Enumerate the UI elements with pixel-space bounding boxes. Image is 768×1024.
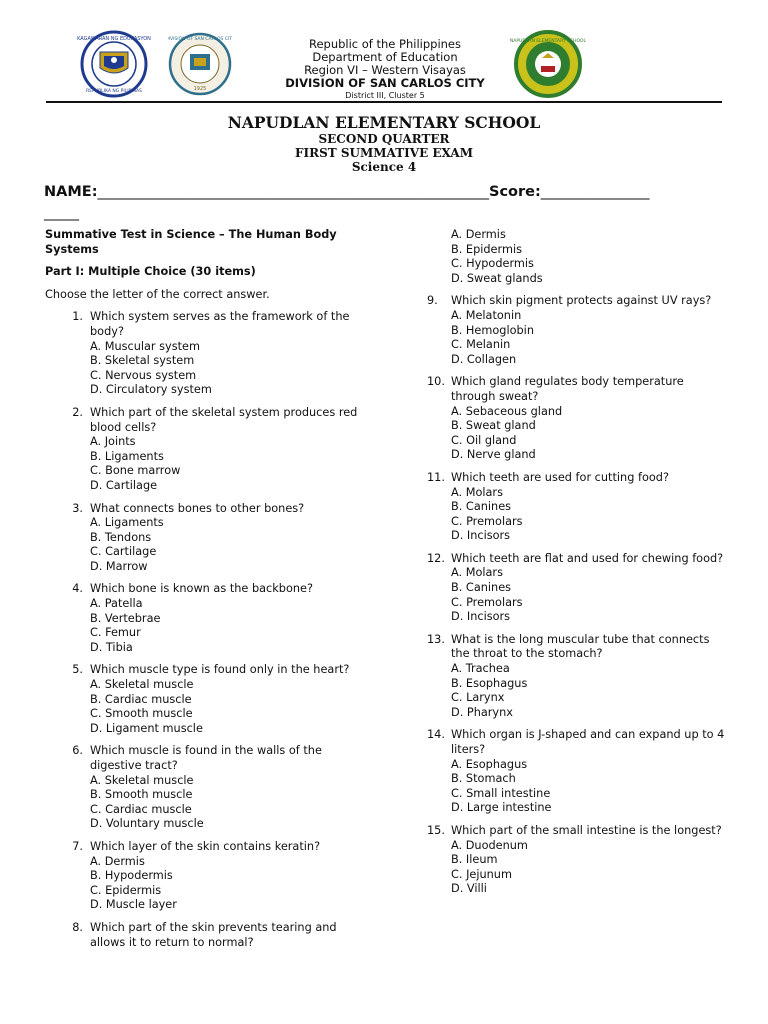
answer-option: C. Oil gland bbox=[451, 433, 517, 447]
answer-option: C. Cardiac muscle bbox=[90, 802, 192, 816]
subject-title: Science 4 bbox=[351, 160, 417, 174]
answer-option: A. Melatonin bbox=[451, 308, 522, 322]
answer-option: B. Hypodermis bbox=[90, 869, 173, 883]
question-8-options bbox=[427, 228, 727, 286]
deped-seal-logo bbox=[70, 30, 158, 102]
right-column bbox=[427, 228, 727, 905]
answer-option: D. Collagen bbox=[451, 352, 517, 366]
question-stem bbox=[427, 552, 727, 567]
answer-option: B. Stomach bbox=[451, 772, 516, 786]
name-label: NAME: bbox=[44, 184, 98, 200]
svg-text:DIVISION OF SAN CARLOS CITY: DIVISION OF SAN CARLOS CITY bbox=[168, 37, 232, 42]
answer-option: A. Joints bbox=[90, 435, 136, 449]
question-text: Which part of the small intestine is the longest? bbox=[451, 823, 722, 837]
department-line: Department of Education bbox=[312, 50, 458, 64]
part-title: Part I: Multiple Choice (30 items) bbox=[45, 265, 256, 279]
question-stem bbox=[45, 310, 365, 339]
quarter-title: SECOND QUARTER bbox=[318, 132, 450, 146]
left-column bbox=[45, 228, 365, 958]
answer-option: B. Canines bbox=[451, 500, 512, 514]
question-number: 4. bbox=[72, 582, 83, 596]
question-item bbox=[45, 310, 365, 398]
question-item bbox=[427, 375, 727, 463]
answer-option: C. Smooth muscle bbox=[90, 707, 193, 721]
school-seal-logo bbox=[508, 30, 588, 102]
answer-option: A. Sebaceous gland bbox=[451, 404, 563, 418]
answer-option: D. Incisors bbox=[451, 610, 511, 624]
header-divider bbox=[46, 101, 722, 103]
answer-option: A. Skeletal muscle bbox=[90, 773, 194, 787]
answer-option: D. Villi bbox=[451, 882, 487, 896]
question-stem bbox=[427, 471, 727, 486]
answer-option: A. Muscular system bbox=[90, 339, 201, 353]
answer-option: D. Large intestine bbox=[451, 801, 552, 815]
answer-option: D. Tibia bbox=[90, 640, 133, 654]
question-item bbox=[427, 824, 727, 897]
question-number: 13. bbox=[427, 632, 445, 646]
name-blank-continuation: _____ bbox=[44, 205, 79, 221]
answer-option: A. Molars bbox=[451, 566, 503, 580]
answer-option: A. Duodenum bbox=[451, 838, 528, 852]
region-line: Region VI – Western Visayas bbox=[304, 63, 466, 77]
question-item bbox=[45, 663, 365, 736]
answer-option: D. Nerve gland bbox=[451, 448, 536, 462]
division-seal-logo bbox=[168, 30, 232, 102]
answer-option: A. Dermis bbox=[90, 854, 145, 868]
answer-option: A. Trachea bbox=[451, 662, 510, 676]
question-stem bbox=[427, 375, 727, 404]
question-number: 8. bbox=[72, 920, 83, 934]
score-label: Score: bbox=[489, 184, 541, 200]
question-stem bbox=[427, 294, 727, 309]
option: A. Dermis bbox=[451, 228, 506, 241]
answer-option: C. Premolars bbox=[451, 595, 523, 609]
option: C. Hypodermis bbox=[451, 257, 534, 271]
answer-option: C. Larynx bbox=[451, 691, 505, 705]
question-text: Which layer of the skin contains keratin? bbox=[90, 839, 321, 853]
test-title: Summative Test in Science – The Human Body Systems bbox=[45, 228, 337, 256]
question-number: 7. bbox=[72, 839, 83, 853]
question-item bbox=[427, 552, 727, 625]
question-stem bbox=[427, 728, 727, 757]
exam-titles bbox=[0, 114, 768, 174]
question-text: Which muscle is found in the walls of the digestive tract? bbox=[90, 744, 322, 772]
answer-option: B. Canines bbox=[451, 581, 512, 595]
question-text: What is the long muscular tube that connects the throat to the stomach? bbox=[451, 632, 710, 661]
question-item bbox=[45, 502, 365, 575]
answer-option: D. Pharynx bbox=[451, 705, 513, 719]
answer-option: B. Tendons bbox=[90, 530, 152, 544]
district-line: District III, Cluster 5 bbox=[345, 91, 425, 100]
question-number: 11. bbox=[427, 470, 445, 484]
answer-option: B. Smooth muscle bbox=[90, 788, 193, 802]
answer-option: D. Marrow bbox=[90, 559, 148, 573]
question-item bbox=[45, 406, 365, 494]
svg-text:KAGAWARAN NG EDUKASYON: KAGAWARAN NG EDUKASYON bbox=[77, 36, 151, 42]
answer-option: C. Cartilage bbox=[90, 545, 157, 559]
name-blank[interactable]: ______________________________________________________ bbox=[97, 184, 489, 200]
answer-option: C. Melanin bbox=[451, 338, 511, 352]
answer-option: A. Molars bbox=[451, 485, 503, 499]
question-item bbox=[427, 294, 727, 367]
answer-option: B. Sweat gland bbox=[451, 419, 536, 433]
question-stem bbox=[45, 502, 365, 517]
answer-option: B. Vertebrae bbox=[90, 611, 161, 625]
answer-option: C. Jejunum bbox=[451, 867, 512, 881]
svg-text:REPUBLIKA NG PILIPINAS: REPUBLIKA NG PILIPINAS bbox=[86, 89, 142, 94]
question-item bbox=[45, 921, 365, 950]
question-text: Which skin pigment protects against UV rays? bbox=[451, 294, 712, 308]
name-score-line bbox=[44, 184, 650, 200]
question-number: 5. bbox=[72, 663, 83, 677]
answer-option: C. Bone marrow bbox=[90, 464, 181, 478]
question-stem bbox=[45, 744, 365, 773]
question-stem bbox=[427, 633, 727, 662]
question-stem bbox=[45, 663, 365, 678]
question-text: Which system serves as the framework of the body? bbox=[90, 310, 350, 338]
question-stem bbox=[45, 582, 365, 597]
question-text: What connects bones to other bones? bbox=[90, 501, 305, 515]
school-name: NAPUDLAN ELEMENTARY SCHOOL bbox=[227, 113, 541, 132]
instruction: Choose the letter of the correct answer. bbox=[45, 287, 270, 301]
answer-option: D. Incisors bbox=[451, 529, 511, 543]
answer-option: B. Ileum bbox=[451, 853, 498, 867]
question-number: 6. bbox=[72, 744, 83, 758]
svg-text:NAPUDLAN ELEMENTARY SCHOOL: NAPUDLAN ELEMENTARY SCHOOL bbox=[509, 39, 587, 44]
question-item bbox=[427, 471, 727, 544]
question-number: 10. bbox=[427, 375, 445, 389]
answer-option: C. Nervous system bbox=[90, 368, 197, 382]
option: B. Epidermis bbox=[451, 242, 522, 256]
question-item bbox=[45, 744, 365, 832]
question-text: Which part of the skin prevents tearing and allows it to return to normal? bbox=[90, 920, 337, 949]
question-text: Which muscle type is found only in the heart? bbox=[90, 663, 350, 677]
answer-option: C. Premolars bbox=[451, 514, 523, 528]
question-text: Which gland regulates body temperature through sweat? bbox=[451, 375, 684, 403]
question-number: 12. bbox=[427, 551, 445, 565]
answer-option: A. Esophagus bbox=[451, 757, 528, 771]
answer-option: B. Skeletal system bbox=[90, 354, 195, 368]
answer-option: C. Small intestine bbox=[451, 786, 551, 800]
score-blank[interactable]: _______________ bbox=[540, 184, 650, 200]
question-text: Which bone is known as the backbone? bbox=[90, 582, 313, 596]
letterhead bbox=[250, 38, 520, 102]
answer-option: D. Cartilage bbox=[90, 478, 158, 492]
question-list-right bbox=[427, 294, 727, 897]
answer-option: A. Patella bbox=[90, 597, 143, 611]
answer-option: B. Ligaments bbox=[90, 449, 164, 463]
question-number: 2. bbox=[72, 405, 83, 419]
answer-option: B. Esophagus bbox=[451, 676, 528, 690]
question-item bbox=[427, 633, 727, 721]
exam-title: FIRST SUMMATIVE EXAM bbox=[294, 146, 474, 160]
question-list-left bbox=[45, 310, 365, 950]
question-text: Which teeth are used for cutting food? bbox=[451, 470, 669, 484]
answer-option: A. Skeletal muscle bbox=[90, 678, 194, 692]
question-number: 9. bbox=[427, 294, 438, 308]
question-item bbox=[427, 728, 727, 816]
answer-option: C. Epidermis bbox=[90, 883, 162, 897]
answer-option: D. Muscle layer bbox=[90, 898, 177, 912]
division-line: DIVISION OF SAN CARLOS CITY bbox=[285, 76, 485, 90]
republic-line: Republic of the Philippines bbox=[308, 37, 462, 51]
question-text: Which teeth are flat and used for chewing food? bbox=[451, 551, 724, 565]
answer-option: D. Ligament muscle bbox=[90, 721, 203, 735]
answer-option: A. Ligaments bbox=[90, 516, 164, 530]
question-item bbox=[45, 582, 365, 655]
question-stem bbox=[427, 824, 727, 839]
answer-option: D. Circulatory system bbox=[90, 383, 212, 397]
answer-option: D. Voluntary muscle bbox=[90, 817, 204, 831]
question-text: Which organ is J-shaped and can expand up to 4 liters? bbox=[451, 728, 725, 756]
question-stem bbox=[45, 406, 365, 435]
question-number: 1. bbox=[72, 310, 83, 324]
option: D. Sweat glands bbox=[451, 271, 543, 285]
question-text: Which part of the skeletal system produces red blood cells? bbox=[90, 405, 358, 434]
question-stem bbox=[45, 840, 365, 855]
question-number: 15. bbox=[427, 823, 445, 837]
answer-option: C. Femur bbox=[90, 626, 141, 640]
question-number: 14. bbox=[427, 728, 445, 742]
svg-text:1925: 1925 bbox=[193, 86, 207, 92]
question-item bbox=[45, 840, 365, 913]
question-number: 3. bbox=[72, 501, 83, 515]
question-stem bbox=[45, 921, 365, 950]
answer-option: B. Hemoglobin bbox=[451, 323, 534, 337]
answer-option: B. Cardiac muscle bbox=[90, 692, 192, 706]
